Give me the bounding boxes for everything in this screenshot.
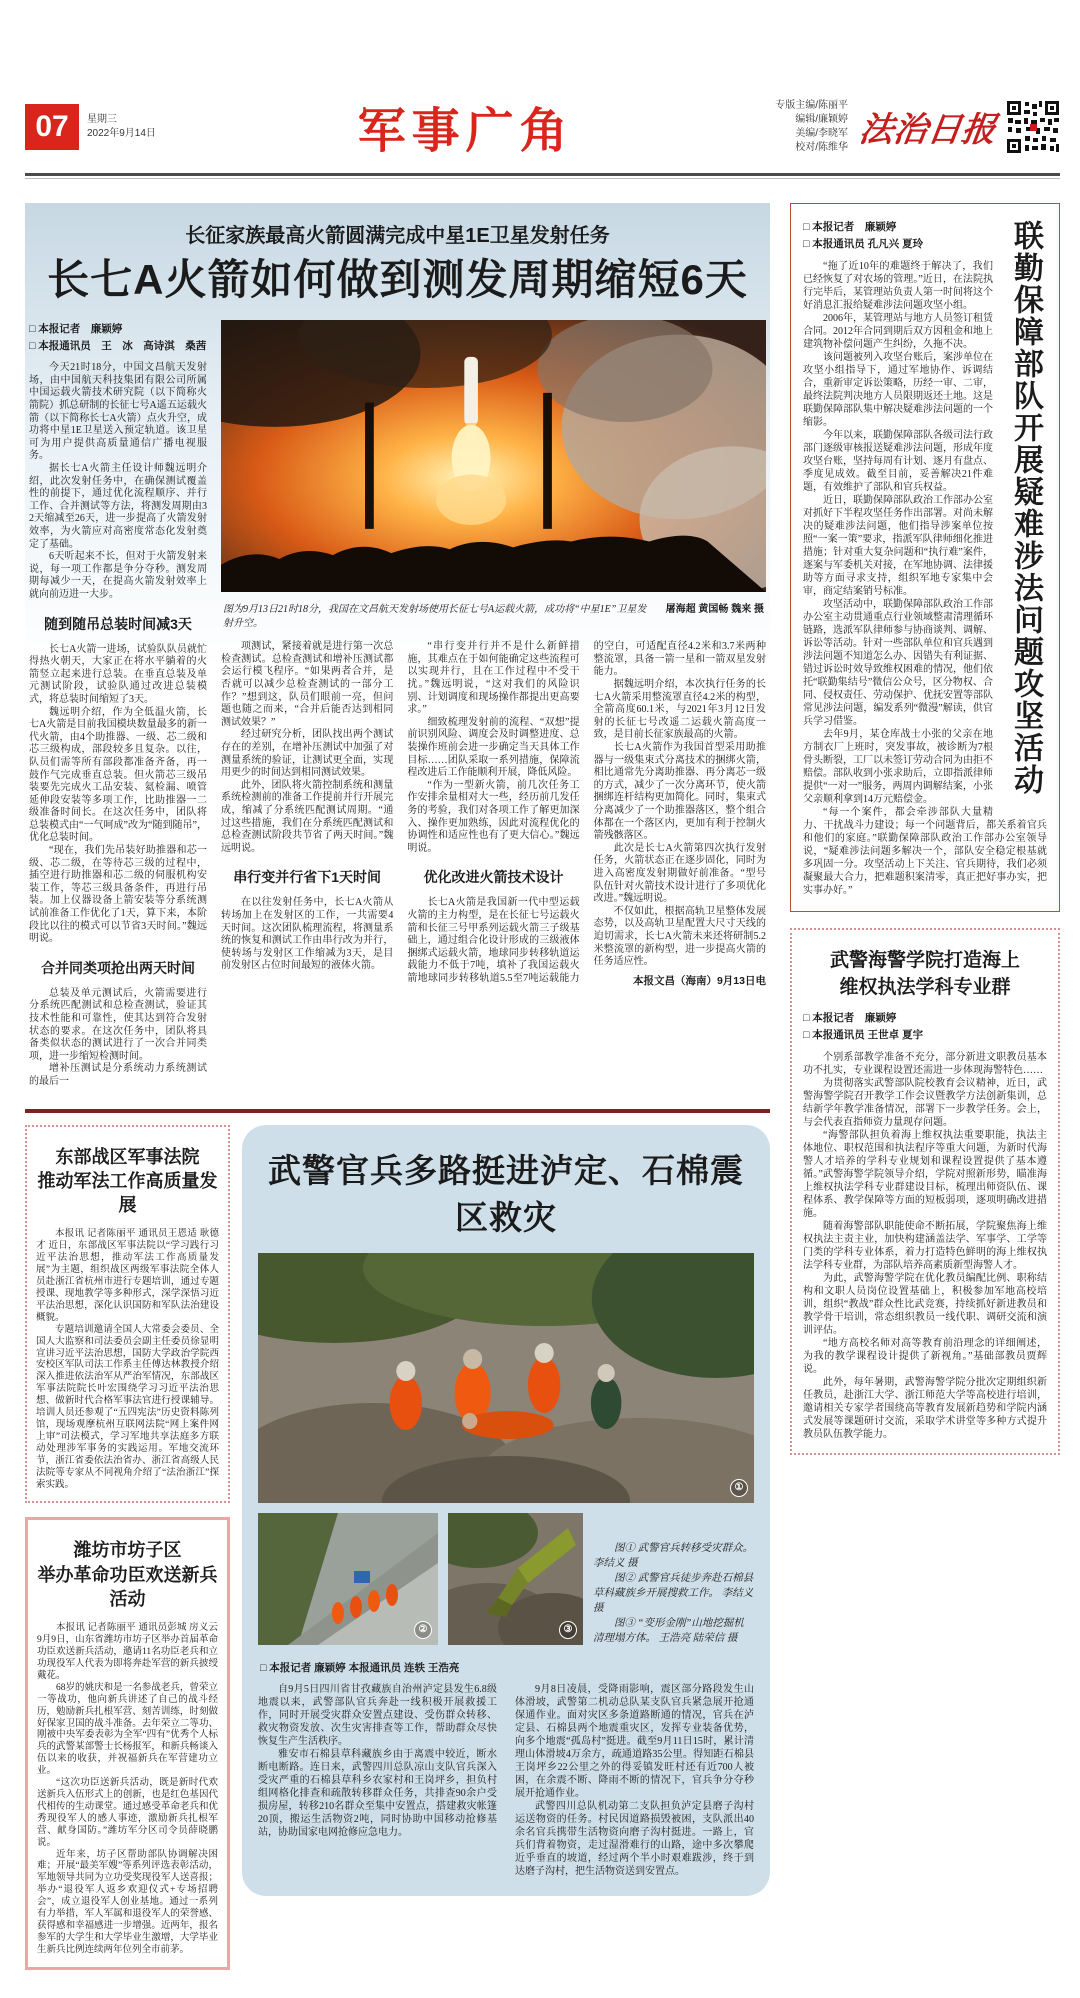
title-line-2: 举办革命功臣欢送新兵活动 <box>37 1564 218 1609</box>
rescue-photo-main <box>258 1253 754 1503</box>
paragraph: 在以往发射任务中，长七A火箭从转场加上在发射区的工作，一共需要4天时间。这次团队梳理流程，将测量系统的恢复和测试工作由串行改为并行，使转场与发射区工作缩减为3天，是目前发射区占位时间最短的液体火箭。 <box>221 897 394 972</box>
paragraph: 合并同类项抢出两天时间 <box>41 959 195 976</box>
paragraph: 个别系部教学准备不充分，部分新进文职教员基本功不扎实，专业课程设置还需进一步体现海警特色…… <box>803 1052 1047 1077</box>
photo-label-2: ② <box>414 1621 432 1639</box>
paragraph: 为贯彻落实武警部队院校教育会议精神，近日，武警海警学院召开教学工作会议暨教学方法创新集训，总结新学年教学准备情况，部署下一步教学任务。会上，与会代表直指师资力量现存问题。 <box>803 1078 1047 1129</box>
rescue-byline: □ 本报记者 廉颖婷 本报通讯员 连轶 王浩亮 <box>260 1661 460 1674</box>
paragraph: “现在，我们先吊装好助推器和芯一级、芯二级，在等待芯三级的过程中，插空进行助推器和芯二级的伺服机构安装工作，等芯三级具备条件，再进行吊装。加上仪器设备上箭安装等分系统测试前准备工作优化了1天，算下来，本阶段比以往的模式可以节省3天时间。”魏远明说。 <box>29 845 207 945</box>
photo-label-1: ① <box>730 1479 748 1497</box>
article-title <box>36 1145 219 1218</box>
title-line-1: 潍坊市坊子区 <box>73 1540 182 1561</box>
article-headline: 长七A火箭如何做到测发周期缩短6天 <box>47 256 748 303</box>
page-number-badge: 07 <box>25 104 79 150</box>
paragraph: “地方高校名师对高等教育前沿理念的详细阐述，为我的教学课程设计提供了新视角。”基础部教员贾辉说。 <box>803 1338 1047 1376</box>
paragraph: 专题培训邀请全国人大常委会委员、全国人大监察和司法委员会副主任委员徐显明宣讲习近平法治思想，国防大学政治学院西安校区军队司法工作系主任傅达林教授介绍深入推进依法治军从严治军情况，东部战区军事法院院长叶宏围绕学习习近平法治思想、做新时代合格军事法官进行授课辅导。培训人员还参观了“五四宪法”历史资料陈列馆，现场观摩杭州互联网法院“网上案件网上审”司法模式，学习军地共享法庭多方联动处理涉军事务的实践运用。军地交流环节，浙江省委依法治省办、浙江省高级人民法院等专家从不同视角介绍了“法治浙江”探索实践。 <box>36 1324 219 1490</box>
paragraph: 串行变并行省下1天时间 <box>233 869 382 886</box>
paragraph: 增补压测试是分系统动力系统测试的最后一 <box>29 1063 207 1087</box>
paragraph: 据长七A火箭主任设计师魏远明介绍，此次发射任务中，在确保测试覆盖性的前提下，通过优化流程顺序、并行工作、合并测试等方法，将测发周期由32天缩减至26天，进一步提高了火箭发射效率，为火箭应对高密度常态化发射奠定了基础。 <box>29 463 207 550</box>
article-title <box>37 1538 218 1611</box>
paragraph: 该问题被列入攻坚台账后，案涉单位在攻坚小组指导下，通过军地协作、诉调结合，重新审定诉讼策略，历经一审、二审，最终法院判决地方人员限期返还土地。这是联勤保障部队集中解决疑难涉法问题的一个缩影。 <box>803 352 993 428</box>
paragraph: “这次功臣送新兵活动，既是新时代欢送新兵入伍形式上的创新，也是红色基因代代相传的生动课堂。通过感受革命老兵和优秀现役军人的感人事迹，激励新兵扎根军营、献身国防。”潍坊军分区司令员薛晓鹏说。 <box>37 1778 218 1848</box>
paragraph: “拖了近10年的难题终于解决了，我们已经恢复了对农场的管理。”近日，在法院执行完毕后，某管理站负责人第一时间将这个好消息汇报给疑难涉法问题攻坚小组。 <box>803 261 993 311</box>
rescue-column-right <box>515 1683 754 1878</box>
paragraph: 此外，每年暑期，武警海警学院分批次定期组织新任教员，赴浙江大学、浙江师范大学等高校进行培训，邀请相关专家学者围绕高等教育发展新趋势和学院内涵式发展等课题研讨交流，采取学术讲堂等多种方式提升教员队伍教学能力。 <box>803 1377 1047 1441</box>
paragraph: 自9月5日四川省甘孜藏族自治州泸定县发生6.8级地震以来，武警部队官兵奔赴一线积极开展救援工作，同时开展受灾群众安置点建设、受伤群众转移、救灾物资发放、次生灾害排查等工作，帮助群众尽快恢复生产生活秩序。 <box>258 1683 497 1747</box>
paragraph: 本报讯 记者陈丽平 通讯员王恩适 耿德才 近日，东部战区军事法院以“学习践行习近平法治思想，推动军法工作高质量发展”为主题，组织战区两级军事法院全体人员赴浙江省杭州市进行专题培训，通过专题授课、现地教学等多种形式，深学深悟习近平法治思想，深化认识国防和军队法治建设概貌。 <box>36 1229 219 1323</box>
paragraph: 近年来，坊子区帮助部队协调解决困难；开展“最美军嫂”等系列评选表彰活动，军地领导共同为立功受奖现役军人送喜报；举办“退役军人返乡欢迎仪式+专场招聘会”，成立退役军人创业基地。通过一系列有力举措，军人军属和退役军人的荣誉感、获得感和幸福感进一步增强。近两年，报名参军的大学生和大学毕业生激增，大学毕业生新兵比例连续两年位列全市前茅。 <box>37 1849 218 1955</box>
title-line-2: 维权执法学科专业群 <box>839 976 1011 998</box>
haijing-article <box>790 928 1060 1455</box>
credit-line: 校对/陈维华 <box>795 141 848 153</box>
paragraph: 据魏远明介绍，本次执行任务的长七A火箭采用整流罩直径4.2米的构型，全箭高度60.1米，与2021年3月12日发射的长征七号改遥二运载火箭高度一致，是目前长征家族最高的火箭。 <box>593 679 766 741</box>
paragraph: “作为一型新火箭，前几次任务工作安排余量相对大一些，经历前几发任务的考验，我们对各项工作了解更加深入、操作更加熟练，因此对流程优化的协调性和适应性也有了更大信心。”魏远明说。 <box>407 779 580 854</box>
page-header <box>25 92 1060 161</box>
article-title <box>803 948 1047 1001</box>
paragraph: 雅安市石棉县草科藏族乡由于离震中较近，断水断电断路。连日来，武警四川总队凉山支队官兵深入受灾严重的石棉县草科乡农家村和王岗坪乡，担负村组网格化排查和疏散转移群众任务，共排查90余户受损房屋，转移210名群众至集中安置点，搭建救灾帐篷20顶，搬运生活物资2吨，同时协助中国移动抢修基站，协助国家电网抢修应急电力。 <box>258 1748 497 1838</box>
photo-caption: 图① 武警官兵转移受灾群众。 李结义 摄 <box>593 1542 754 1569</box>
correspondent-byline: □ 本报通讯员 王世卓 夏宇 <box>803 1029 924 1042</box>
paragraph: 9月8日凌晨，受降雨影响，震区部分路段发生山体滑坡，武警第二机动总队某支队官兵紧急展开抢通保通作业。面对灾区多条道路断通的情况，官兵在泸定县、石棉县两个地震重灾区，发挥专业装备优势，向多个地震“孤岛村”挺进。截至9月11日15时，累计清理山体滑坡4万余方，疏通道路35公里。得知距石棉县王岗坪乡22公里之外的得妥镇发旺村还有近700人被困，在余震不断、降雨不断的情况下，官兵争分夺秒展开抢通作业。 <box>515 1683 754 1799</box>
paragraph: 长七A火箭是我国新一代中型运载火箭的主力构型，是在长征七号运载火箭和长征三号甲系列运载火箭三子级基础上，通过组合化设计形成的三级液体捆绑式运载火箭，地球同步转移轨道运载能力不低于7吨，填补了我国运载火箭地球同步转移轨道5.5至7吨运载能力的空白，可适配直径4.2米和3.7米两种整流罩，具备一箭一星和一箭双星发射能力。 <box>407 641 766 984</box>
vertical-headline: 联勤保障部队开展疑难涉法问题攻坚活动 <box>1009 220 1042 796</box>
rescue-column-left <box>258 1683 497 1878</box>
title-line-1: 东部战区军事法院 <box>55 1146 200 1167</box>
main-article <box>25 203 770 1097</box>
paragraph: 项测试，紧接着就是进行第一次总检查测试。总检查测试和增补压测试都会运行模飞程序。“如果两者合并，是否就可以减少总检查测试的一部分工作？”想到这，队员们眼前一亮，但问题也随之而来，“合并后能否达到相同测试效果？” <box>221 641 394 728</box>
eastern-theater-article <box>25 1125 230 1504</box>
paragraph: 不仅如此，根据高轨卫星整体发展态势，以及高轨卫星配置大尺寸天线的迫切需求，长七A火箭未来还将研制5.2米整流罩的新构型，进一步提高火箭的任务适应性。 <box>593 905 766 968</box>
weekday: 星期三 <box>87 113 117 125</box>
paragraph: 细致梳理发射前的流程、“双想”提前识别风险、调度会及时调整进度、总装操作班前会进一步确定当天具体工作目标……团队采取一系列措施，保障流程改进后工作能顺利开展，降低风险。 <box>407 716 580 779</box>
reporter-byline: □ 本报记者 廉颖婷 <box>803 1012 897 1025</box>
photo-label-3: ③ <box>559 1621 577 1639</box>
credit-line: 美编/李晓军 <box>795 127 848 139</box>
paragraph: 本报文昌（海南）9月13日电 <box>632 974 766 987</box>
photo-caption: 图为9月13日21时18分，我国在文昌航天发射场使用长征七号A运载火箭，成功将“中星1E”卫星发射升空。 <box>223 604 647 630</box>
section-divider-rule <box>25 1109 770 1113</box>
paragraph: 此次是长七A火箭第四次执行发射任务，火箭状态正在逐步固化，同时为进入高密度发射期做好前准备。“型号队伍针对火箭技术设计进行了多项优化改进。”魏远明说。 <box>593 842 766 905</box>
article-first-column <box>29 320 207 1088</box>
paragraph: 近日，联勤保障部队政治工作部办公室对抓好下半程攻坚任务作出部署。对尚未解决的疑难涉法问题，他们指导涉案单位按照“一案一策”要求，指派军队律师细化推进措施；针对重大复杂问题和“执行难”案件，逐案与军委机关对接，在军地协调、法律援助等方面寻求支持，组织军地专家集中会审，商定结案销号标准。 <box>803 495 993 597</box>
article-body <box>803 1051 1047 1441</box>
photo-caption-row <box>223 600 764 631</box>
paragraph: 随着海警部队职能使命不断拓展，学院聚焦海上维权执法主责主业，加快构建涵盖法学、军事学、工学等门类的学科专业体系，着力打造特色鲜明的海上维权执法学科专业群，为部队培养高素质新型海警人才。 <box>803 1221 1047 1272</box>
paragraph: 2006年，某管理站与地方人员签订租赁合同。2012年合同到期后双方因租金和地上建筑物补偿问题产生纠纷，久拖不决。 <box>803 313 993 350</box>
paragraph: “串行变并行并不是什么新鲜措施，其难点在于如何能确定这些流程可以实现并行，且在工作过程中不受干扰。”魏远明说，“这对我们的风险识别、计划调度和现场操作都提出更高要求。” <box>407 641 580 716</box>
mini-column <box>25 1125 230 1970</box>
masthead-logo: 法治日报 <box>856 112 999 149</box>
qr-code-icon <box>1006 100 1060 154</box>
correspondent-byline: □ 本报通讯员 王 冰 高诗淇 桑茜 <box>29 340 207 353</box>
credit-line: 专版主编/陈丽平 <box>775 99 848 111</box>
right-rail <box>790 203 1060 1455</box>
article-body <box>36 1229 219 1491</box>
paragraph: 总装及单元测试后，火箭需要进行分系统匹配测试和总检查测试，验证其技术性能和可靠性，使其达到符合发射状态的要求。在这次任务中，团队将具备类似状态的测试进行了一次合并同类项，进一步缩短检测时间。 <box>29 987 207 1062</box>
header-rule <box>25 173 1060 179</box>
date: 2022年9月14日 <box>87 127 156 139</box>
rescue-headline: 武警官兵多路挺进泸定、石棉震区救灾 <box>268 1151 744 1236</box>
article-photo-and-columns <box>221 320 766 1088</box>
rocket-launch-photo <box>221 320 766 592</box>
paragraph: “每一个案件，都会牵涉部队大量精力、干扰战斗力建设；每一个问题背后，都关系着官兵和他们的家庭。”联勤保障部队政治工作部办公室领导说，“疑难涉法问题多解决一个，部队安全稳定根基就多巩固一分。攻坚活动上下关注、官兵期待，我们必须凝聚最大合力，把难题积案清零，真正把好事办实，把实事办好。” <box>803 807 1047 896</box>
rescue-photo-excavator <box>448 1513 583 1645</box>
rescue-article <box>242 1125 770 1896</box>
reporter-byline: □ 本报记者 廉颖婷 <box>803 221 897 233</box>
paragraph: 优化改进火箭技术设计 <box>423 869 564 886</box>
paragraph: 68岁的姚庆和是一名参战老兵，曾荣立一等战功，他向新兵讲述了自己的战斗经历，勉励新兵扎根军营、刻苦训练，时刻做好保家卫国的战斗准备。去年荣立二等功、刚被中央军委表彰为全军“四有”优秀个人标兵的武警某部警士长杨报军，和新兵畅谈入伍以来的收获，并祝福新兵在军营建功立业。 <box>37 1682 218 1777</box>
article-three-columns <box>221 641 766 987</box>
weifang-article <box>25 1517 230 1969</box>
rescue-photo-road <box>258 1513 438 1645</box>
paragraph: 长七A火箭作为我国首型采用助推器与一级集束式分离技术的捆绑火箭，相比通常先分离助推器、再分离芯一级的方式，减少了一次分离环节，使火箭捆绑连杆结构更加简化。同时，集束式分离减少了一个助推器落区，整个组合体都在一个落区内，更加有利于控制火箭残骸落区。 <box>593 742 766 842</box>
date-block <box>87 113 156 141</box>
title-line-2: 推动军法工作高质量发展 <box>37 1170 218 1216</box>
paragraph: 长七A火箭一进场，试验队队员就忙得热火朝天，大家正在将水平躺着的火箭竖立起来进行总装。在垂直总装及单元测试阶段，试验队通过改进总装模式，将总装时间缩短了3天。 <box>29 643 207 705</box>
paragraph: 此外，团队将火箭控制系统和测量系统检测前的准备工作提前并行开展完成，缩减了分系统匹配测试周期。“通过这些措施，我们在分系统匹配测试和总检查测试阶段共节省了两天时间。”魏远明说。 <box>221 779 394 854</box>
paragraph: 今年以来，联勤保障部队各级司法行政部门逐级审核报送疑难涉法问题，形成年度攻坚台账，坚持每周有计划、逐月有盘点、季度见成效。截至目前，妥善解决21件难题，有效维护了部队和官兵权益。 <box>803 430 993 493</box>
photo-caption: 图③ “变形金刚”山地挖掘机清理塌方体。 王浩亮 陆荣信 摄 <box>593 1617 744 1644</box>
paragraph: 去年9月，某仓库战士小张的父亲在地方制衣厂上班时，突发事故，被诊断为7根骨头断裂，工厂以未签订劳动合同为由拒不赔偿。部队收到小张求助后，立即指派律师提供“一对一”服务，两周内调解结案，小张父亲顺利拿到14万元赔偿金。 <box>803 729 993 805</box>
title-line-1: 武警海警学院打造海上 <box>829 950 1020 971</box>
paragraph: 武警四川总队机动第二支队担负泸定县磨子沟村运送物资的任务。村民因道路损毁被困，支队派出40余名官兵携带生活物资向磨子沟村挺进。一路上，官兵们背着物资，走过湿滑难行的山路，途中多次攀爬近乎垂直的坡道，经过两个半小时艰难跋涉，终于到达磨子沟村，把生活物资送到安置点。 <box>515 1800 754 1877</box>
paragraph: 攻坚活动中，联勤保障部队政治工作部办公室主动贯通重点行业领域整肃清理循环链路，选派军队律师参与协商谈判、调解、诉讼等活动。针对一些部队单位和官兵遇到涉法问题不知道怎么办、因错失有利证据、错过诉讼时效导致维权困难的情况，他们依托“联勤集结号”微信公众号，区分物权、合同、侵权责任、劳动保护、优抚安置等部队常见涉法问题，编发系列“微漫”解读，供官兵学习借鉴。 <box>803 599 993 727</box>
photo-credit: 屠海超 黄国畅 魏来 摄 <box>665 604 764 616</box>
correspondent-byline: □ 本报通讯员 孔凡兴 夏玲 <box>803 238 924 250</box>
lianqin-article <box>790 203 1060 912</box>
paragraph: 为此，武警海警学院在优化教员编配比例、职称结构和文职人员岗位设置基础上，积极参加军地高校培训，组织“教战”群众性比武竞赛，持续抓好新进教员和教学骨干培训，常态组织教员一线代职、调研交流和演训评估。 <box>803 1273 1047 1337</box>
article-body <box>37 1623 218 1956</box>
section-title: 军事广角 <box>357 105 574 158</box>
paragraph: “海警部队担负着海上维权执法重要职能，执法主体地位、职权范围和执法程序等重大问题，为新时代海警人才培养的学科专业规划和课程设置提供了基本遵循。”武警海警学院领导介绍，学院对照新形势，瞄准海上维权执法学科专业群建设目标，梳理出师资队伍、课程体系、教学保障等方面的短板弱项，逐项明确改进措施。 <box>803 1130 1047 1220</box>
paragraph: 经过研究分析，团队找出两个测试存在的差别，在增补压测试中加强了对测量系统的验证，让测试更全面，实现用更少的时间达到相同测试效果。 <box>221 729 394 779</box>
credit-line: 编辑/廉颖婷 <box>795 113 848 125</box>
rescue-captions <box>593 1513 754 1646</box>
reporter-byline: □ 本报记者 廉颖婷 <box>29 323 123 336</box>
paragraph: 今天21时18分，中国文昌航天发射场，由中国航天科技集团有限公司所属中国运载火箭技术研究院（以下简称火箭院）抓总研制的长征七号A遥五运载火箭（以下简称长七A火箭）点火升空，成功将中星1E卫星送入预定轨道。该卫星可为用户提供高质量通信广播电视服务。 <box>29 362 207 462</box>
left-column <box>25 203 770 1970</box>
paragraph: 魏远明介绍，作为全低温火箭，长七A火箭是目前我国模块数量最多的新一代火箭，由4个助推器、一级、芯二级和芯三级构成，部段较多且复杂。以往，队员们需等所有部段都准备齐备，再一鼓作气完成垂直总装。但火箭芯三级吊装要先完成火工品安装、氦检漏、喷管延伸段安装等多项工作，比助推器一二级准备时间长。在这次任务中，团队将总装模式由“一气呵成”改为“随到随吊”，优化总装时间。 <box>29 706 207 844</box>
photo-caption: 图② 武警官兵徒步奔赴石棉县草科藏族乡开展搜救工作。 李结义 摄 <box>593 1572 754 1614</box>
paragraph: 随到随吊总装时间减3天 <box>44 615 192 632</box>
article-kicker: 长征家族最高火箭圆满完成中星1E卫星发射任务 <box>185 225 610 247</box>
paragraph: 6天听起来不长，但对于火箭发射来说，每一项工作都是争分夺秒。测发周期每减少一天，在提高火箭发射效率上就向前迈进一大步。 <box>29 551 207 600</box>
article-column-text <box>29 362 207 1088</box>
paragraph: 本报讯 记者陈丽平 通讯员彭城 房义云 9月9日，山东省潍坊市坊子区举办首届革命功臣欢送新兵活动，邀请11名功臣老兵和立功现役军人代表为即将奔赴军营的新兵披绶戴花。 <box>37 1623 218 1681</box>
editor-credits <box>775 99 848 155</box>
